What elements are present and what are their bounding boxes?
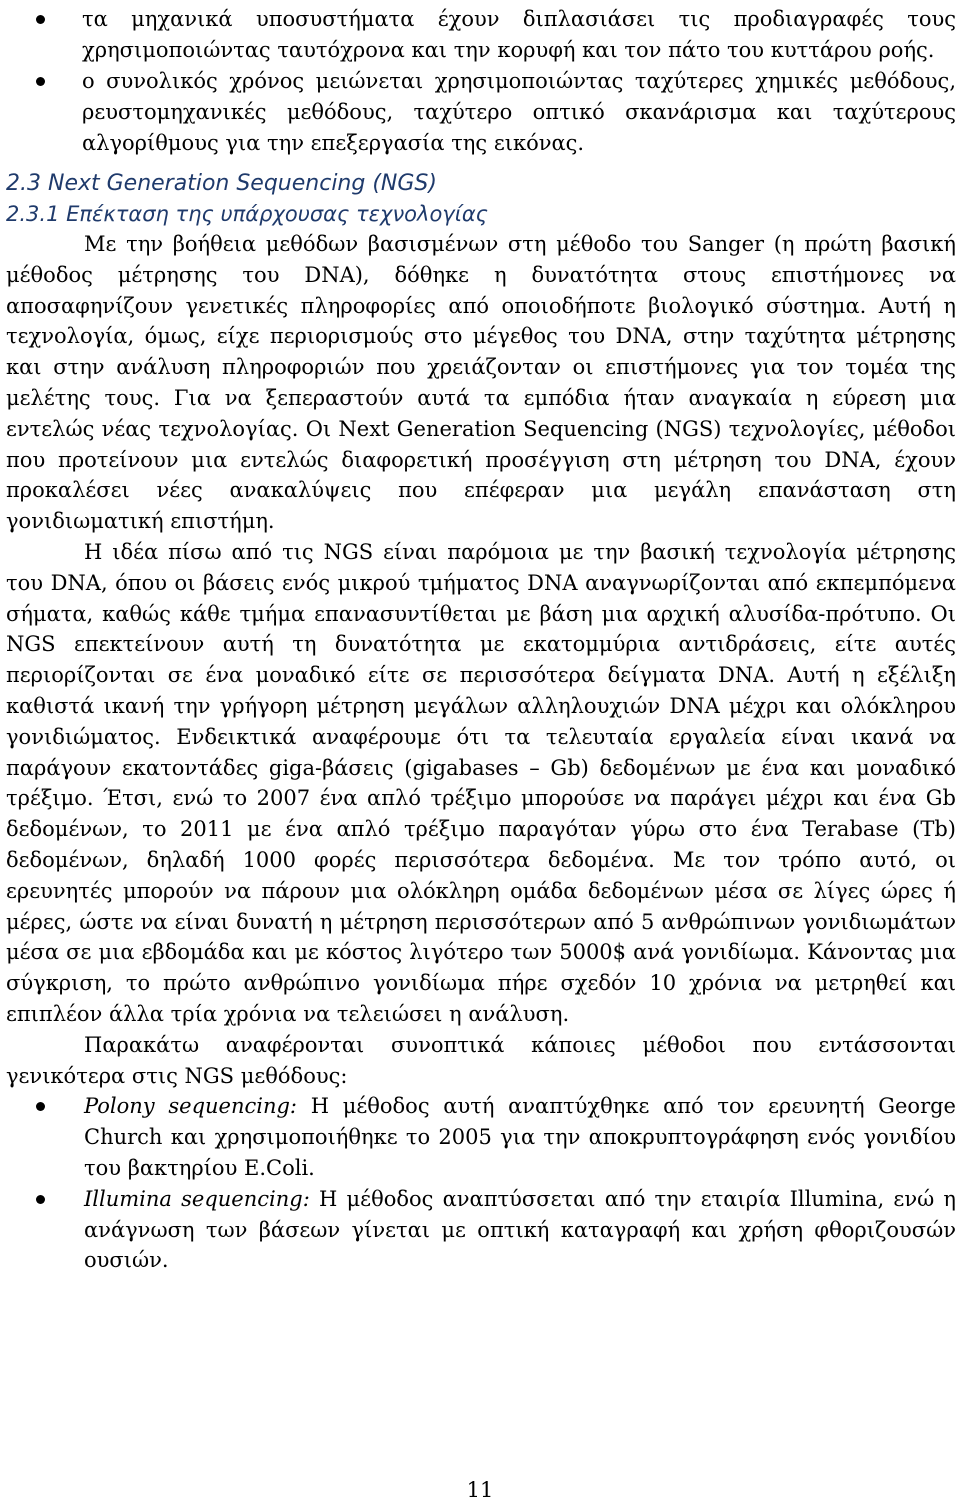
method-term: Illumina sequencing:	[84, 1186, 310, 1211]
bullet-item: ο συνολικός χρόνος μειώνεται χρησιμοποιώντας ταχύτερες χημικές μεθόδους, ρευστομηχανικές μεθόδους, ταχύτερο οπτικό σκανάρισμα και ταχύτερους αλγορίθμους για την επεξεργασία της εικόνας.	[6, 66, 956, 159]
methods-list	[6, 1091, 956, 1276]
method-description: Η μέθοδος αναπτύσσεται από την εταιρία Illumina, ενώ η ανάγνωση των βάσεων γίνεται με οπτική καταγραφή και χρήση φθοριζουσών ουσιών.	[84, 1186, 957, 1273]
method-description: Η μέθοδος αυτή αναπτύχθηκε από τον ερευνητή George Church και χρησιμοποιήθηκε το 2005 για την αποκρυπτογράφηση ενός γονιδίου του βακτηρίου E.Coli.	[84, 1094, 956, 1180]
bullet-item: τα μηχανικά υποσυστήματα έχουν διπλασιάσει τις προδιαγραφές τους χρησιμοποιώντας ταυτόχρονα και την κορυφή και τον πάτο του κυττάρου ροής.	[6, 4, 956, 66]
paragraph: Η ιδέα πίσω από τις NGS είναι παρόμοια με την βασική τεχνολογία μέτρησης του DNA, όπου οι βάσεις ενός μικρού τμήματος DNA αναγνωρίζονται από εκπεμπόμενα σήματα, καθώς κάθε τμήμα επανασυντίθεται με βάση μια αρχική αλυσίδα-πρότυπο. Οι NGS επεκτείνουν αυτή τη δυνατότητα με εκατομμύρια αντιδράσεις, είτε αυτές περιορίζονται σε ένα μοναδικό είτε σε περισσότερα δείγματα DNA. Αυτή η εξέλιξη καθιστά ικανή την γρήγορη μέτρηση μεγάλων αλληλουχιών DNA μέχρι και ολόκληρου γονιδιώματος. Ενδεικτικά αναφέρουμε ότι τα τελευταία εργαλεία είναι ικανά να παράγουν εκατοντάδες giga-βάσεις (gigabases – Gb) δεδομένων με ένα και μοναδικό τρέξιμο. Έτσι, ενώ το 2007 ένα απλό τρέξιμο μπορούσε να παράγει μέχρι και ένα Gb δεδομένων, το 2011 με ένα απλό τρέξιμο παραγόταν γύρω στο ένα Terabase (Tb) δεδομένων, δηλαδή 1000 φορές περισσότερα δεδομένα. Με τον τρόπο αυτό, οι ερευνητές μπορούν να πάρουν μια ολόκληρη ομάδα δεδομένων μέσα σε λίγες ώρες ή μέρες, ώστε να είναι δυνατή η μέτρηση περισσότερων από 5 ανθρώπινων γονιδιωμάτων μέσα σε μια εβδομάδα και με κόστος λιγότερο των 5000$ ανά γονιδίωμα. Κάνοντας μια σύγκριση, το πρώτο ανθρώπινο γονιδίωμα πήρε σχεδόν 10 χρόνια να μετρηθεί και επιπλέον άλλα τρία χρόνια να τελειώσει η ανάλυση.	[6, 539, 956, 1026]
method-term: Polony sequencing:	[84, 1094, 298, 1119]
method-item	[6, 1184, 956, 1276]
paragraph: Παρακάτω αναφέρονται συνοπτικά κάποιες μέθοδοι που εντάσσονται γενικότερα στις NGS μεθόδους:	[6, 1032, 956, 1088]
subsection-heading: 2.3.1 Επέκταση της υπάρχουσας τεχνολογίας	[6, 202, 489, 226]
paragraph: Με την βοήθεια μεθόδων βασισμένων στη μέθοδο του Sanger (η πρώτη βασική μέθοδος μέτρησης του DNA), δόθηκε η δυνατότητα στους επιστήμονες να αποσαφηνίζουν γενετικές πληροφορίες από οποιοδήποτε βιολογικό σύστημα. Αυτή η τεχνολογία, όμως, είχε περιορισμούς στο μέγεθος του DNA, στην ταχύτητα μέτρησης και στην ανάλυση πληροφοριών που χρειάζονταν οι επιστήμονες για τον τομέα της μελέτης τους. Για να ξεπεραστούν αυτά τα εμπόδια ήταν αναγκαία η εύρεση μια εντελώς νέας τεχνολογίας. Οι Next Generation Sequencing (NGS) τεχνολογίες, μέθοδοι που προτείνουν μια εντελώς διαφορετική προσέγγιση στη μέτρηση του DNA, έχουν προκαλέσει νέες ανακαλύψεις που επέφεραν μια μεγάλη επανάσταση στη γονιδιωματική επιστήμη.	[6, 232, 956, 534]
section-heading: 2.3 Next Generation Sequencing (NGS)	[6, 171, 437, 196]
method-item	[6, 1091, 956, 1183]
page-number: 11	[466, 1478, 494, 1502]
top-bullet-list	[6, 4, 956, 159]
